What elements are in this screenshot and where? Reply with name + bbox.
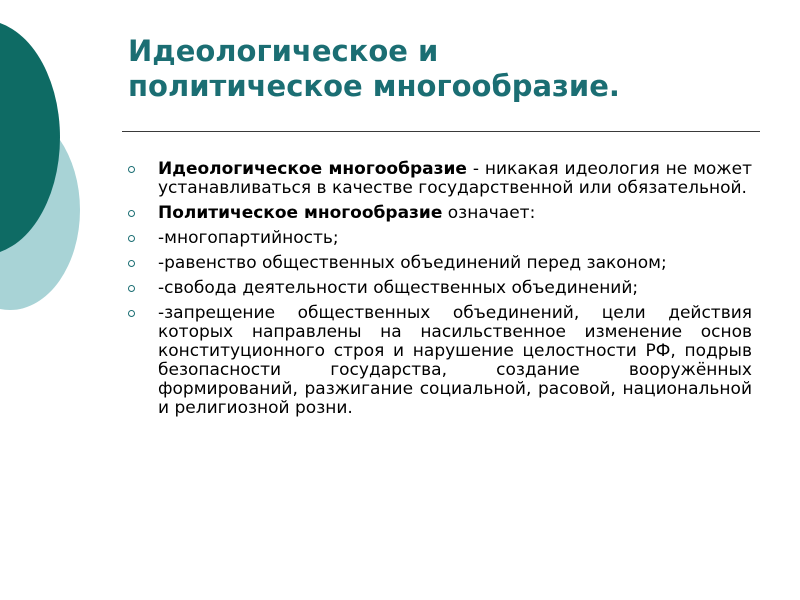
bullet-text: означает: xyxy=(442,203,536,223)
list-item xyxy=(128,279,752,298)
list-item xyxy=(128,160,752,198)
bullet-bold-text: Идеологическое многообразие xyxy=(158,159,467,179)
bullet-text: -равенство общественных объединений перед законом; xyxy=(158,253,667,273)
bullet-list xyxy=(128,160,752,424)
slide-title-line-2: политическое многообразие. xyxy=(128,68,620,103)
list-item xyxy=(128,204,752,223)
list-item xyxy=(128,304,752,418)
bullet-icon xyxy=(128,166,135,173)
bullet-icon xyxy=(128,235,135,242)
slide-title xyxy=(128,34,748,104)
list-item xyxy=(128,254,752,273)
bullet-icon xyxy=(128,260,135,267)
slide-title-line-1: Идеологическое и xyxy=(128,34,439,68)
list-item xyxy=(128,229,752,248)
bullet-text: - никакая идеология не может устанавливаться в качестве государственной или обязательной. xyxy=(158,159,752,198)
bullet-text: -свобода деятельности общественных объединений; xyxy=(158,278,639,298)
bullet-text: -запрещение общественных объединений, цели действия которых направлены на насильственное изменение основ конституционного строя и нарушение целостности РФ, подрыв безопасности государства, создание вооружённых формирований, разжигание социальной, расовой, национальной и религиозной розни. xyxy=(158,303,752,418)
bullet-icon xyxy=(128,285,135,292)
title-divider xyxy=(122,131,760,132)
bullet-icon xyxy=(128,310,135,317)
bullet-bold-text: Политическое многообразие xyxy=(158,203,443,223)
bullet-icon xyxy=(128,210,135,217)
bullet-text: -многопартийность; xyxy=(158,228,339,248)
